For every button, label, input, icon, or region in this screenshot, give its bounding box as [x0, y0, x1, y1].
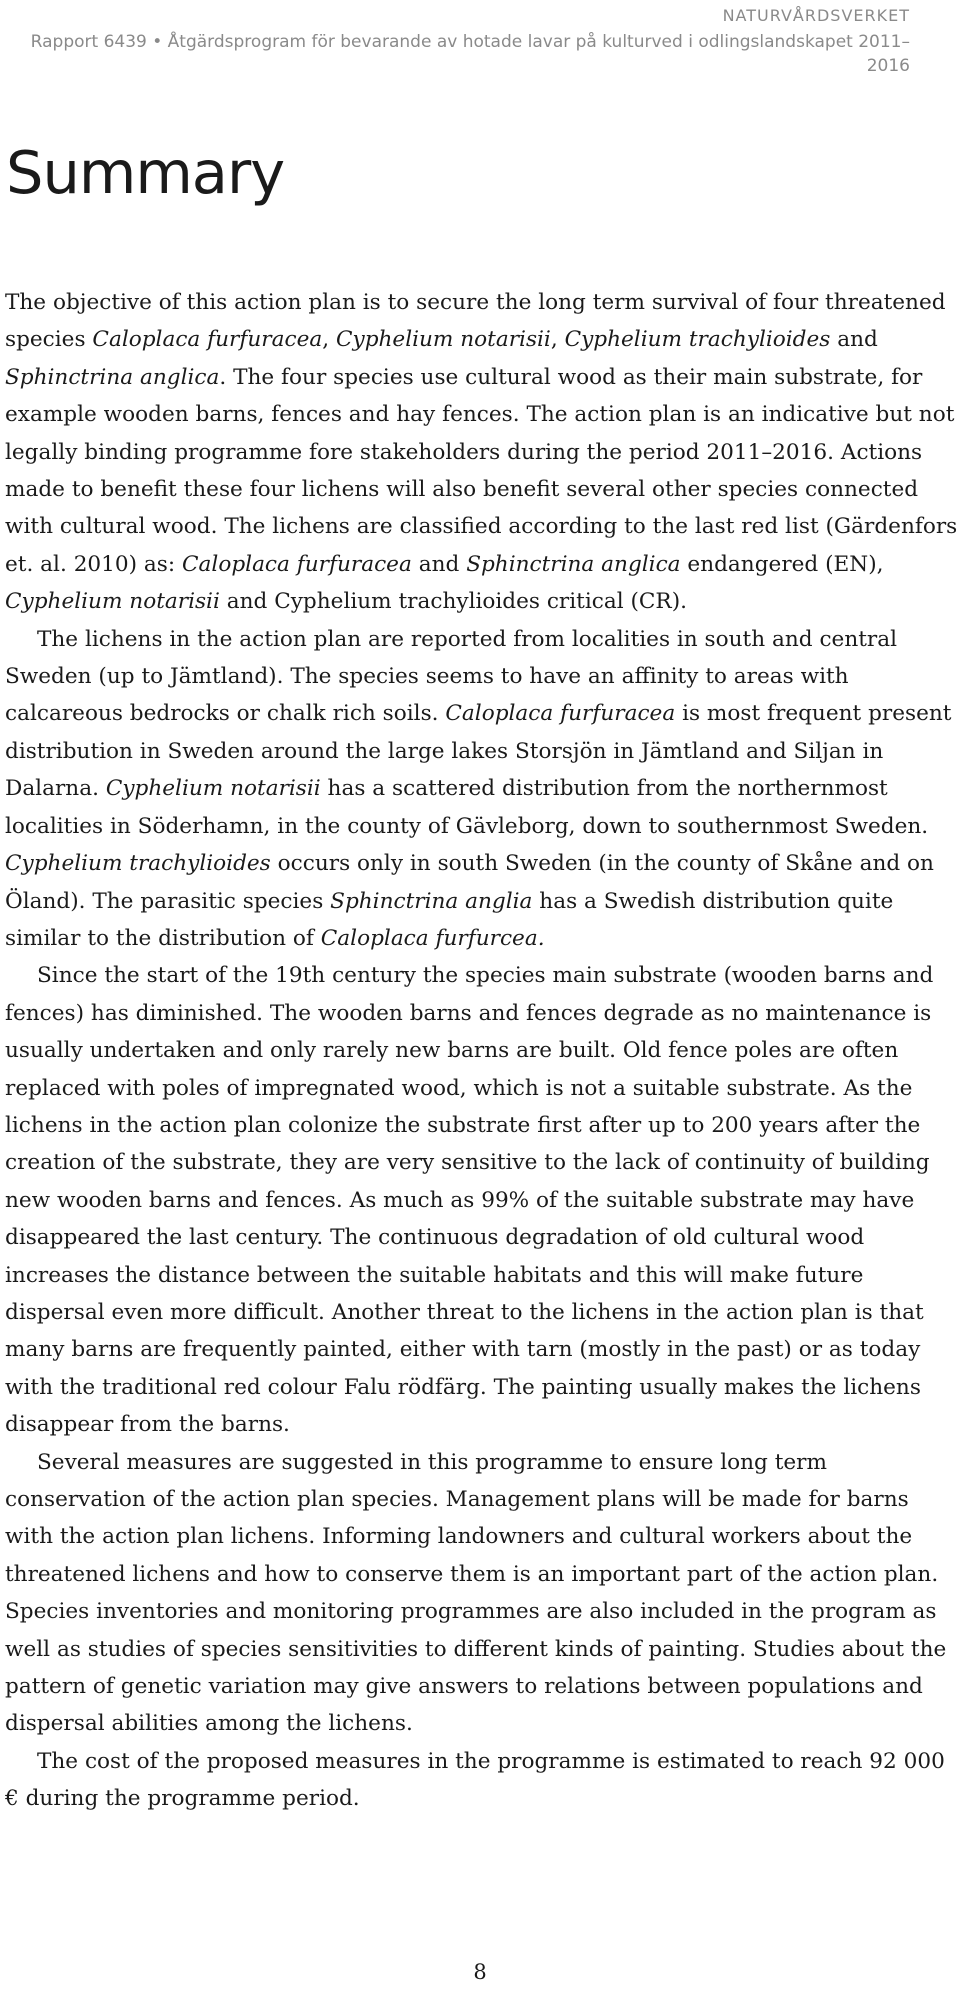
text-run: and: [830, 327, 878, 353]
text-run: has a scattered distribution from the northernmost localities in Söderhamn, in the county of Gävleborg, down to southernmost Sweden.: [5, 776, 929, 839]
text-run: The objective of this action plan is to secure the long term survival of four threatened species: [5, 290, 946, 353]
paragraph-distribution: [5, 621, 960, 958]
summary-body: [5, 284, 960, 1818]
text-run: occurs only in south Sweden (in the county of Skåne and on Öland). The parasitic species: [5, 851, 934, 914]
paragraph-objective: [5, 284, 960, 621]
text-run: endangered (EN),: [680, 551, 884, 577]
page-number: 8: [473, 1960, 487, 1984]
report-title-line: Rapport 6439 • Åtgärdsprogram för bevarande av hotade lavar på kulturved i odlingslandskapet 2011–2016: [30, 32, 910, 76]
text-run: . The four species use cultural wood as their main substrate, for example wooden barns, fences and hay fences. The action plan is an indicative but not legally binding programme fore stakeholders during the period 2011–2016. Actions made to benefit these four lichens will also benefit several other species connected with cultural wood. The lichens are classified according to the last red list (Gärdenfors et. al. 2010) as:: [5, 364, 958, 577]
species-name: Caloplaca furfuracea: [182, 551, 412, 577]
species-name: Sphinctrina anglica: [466, 551, 681, 577]
paragraph-cost: The cost of the proposed measures in the programme is estimated to reach 92 000 € during the programme period.: [5, 1748, 945, 1812]
species-name: Cyphelium trachylioides: [5, 851, 271, 877]
agency-name: NATURVÅRDSVERKET: [722, 6, 910, 25]
text-run: and: [411, 551, 467, 577]
species-name: Cyphelium trachylioides: [564, 327, 831, 353]
text-run: and Cyphelium trachylioides critical (CR).: [219, 589, 687, 615]
paragraph-threats: Since the start of the 19th century the species main substrate (wooden barns and fences) has diminished. The wooden barns and fences degrade as no maintenance is usually undertaken and only rarely new barns are built. Old fence poles are often replaced with poles of impregnated wood, which is not a suitable substrate. As the lichens in the action plan colonize the substrate first after up to 200 years after the creation of the substrate, they are very sensitive to the lack of continuity of building new wooden barns and fences. As much as 99% of the suitable substrate may have disappeared the last century. The continuous degradation of old cultural wood increases the distance between the suitable habitats and this will make future dispersal even more difficult. Another threat to the lichens in the action plan is that many barns are frequently painted, either with tarn (mostly in the past) or as today with the traditional red colour Falu rödfärg. The painting usually makes the lichens disappear from the barns.: [5, 963, 934, 1438]
species-name: Sphinctrina anglia: [330, 888, 533, 914]
species-name: Sphinctrina anglica: [5, 364, 220, 390]
running-header: [0, 6, 910, 78]
text-run: has a Swedish distribution quite similar to the distribution of: [5, 888, 894, 951]
species-name: Cyphelium notarisii: [335, 327, 551, 353]
text-run: is most frequent present distribution in Sweden around the large lakes Storsjön in Jämtland and Siljan in Dalarna.: [5, 701, 952, 802]
species-name: Caloplaca furfuracea: [445, 701, 676, 727]
text-run: ,: [322, 327, 336, 353]
text-run: The lichens in the action plan are reported from localities in south and central Sweden (up to Jämtland). The species seems to have an affinity to areas with calcareous bedrocks or chalk rich soils.: [5, 626, 898, 727]
species-name: Caloplaca furfurcea.: [320, 925, 545, 951]
species-name: Cyphelium notarisii: [5, 589, 220, 615]
text-run: ,: [550, 327, 565, 353]
species-name: Caloplaca furfuracea: [92, 327, 323, 353]
page-title: Summary: [6, 138, 285, 207]
species-name: Cyphelium notarisii: [105, 776, 321, 802]
paragraph-measures: Several measures are suggested in this programme to ensure long term conservation of the action plan species. Management plans will be made for barns with the action plan lichens. Informing landowners and cultural workers about the threatened lichens and how to conserve them is an important part of the action plan. Species inventories and monitoring programmes are also included in the program as well as studies of species sensitivities to different kinds of painting. Studies about the pattern of genetic variation may give answers to relations between populations and dispersal abilities among the lichens.: [5, 1449, 947, 1737]
